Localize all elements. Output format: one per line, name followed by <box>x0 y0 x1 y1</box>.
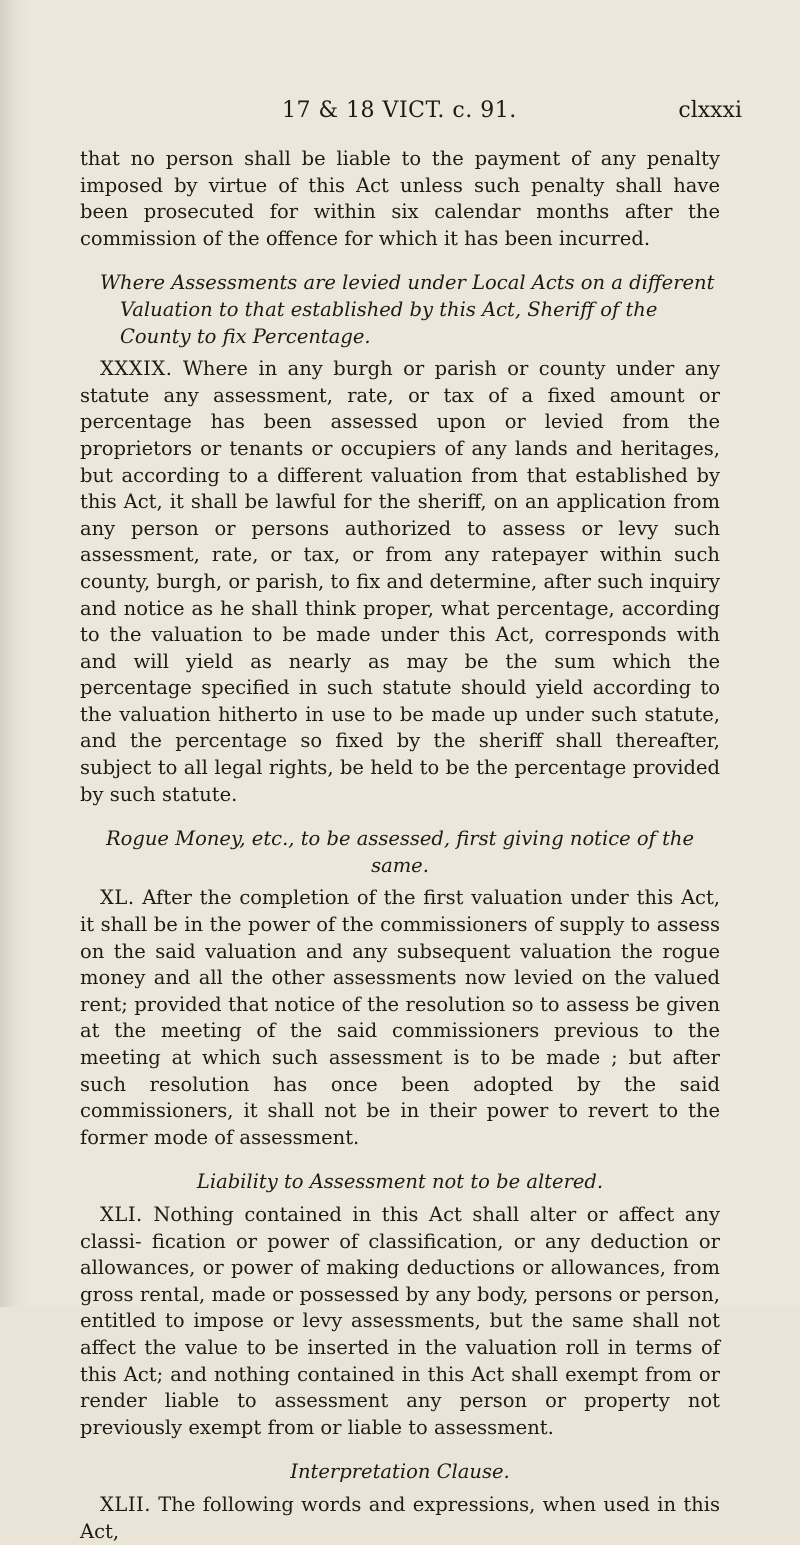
section-heading-40: Rogue Money, etc., to be assessed, first giving notice of the same. <box>105 827 695 877</box>
section-number: XLII. <box>100 1492 151 1516</box>
section-39-paragraph <box>80 356 720 808</box>
section-text: The following words and expressions, when used in this Act, <box>80 1492 720 1543</box>
page-header <box>0 98 800 128</box>
section-heading-41: Liability to Assessment not to be altered. <box>196 1170 604 1194</box>
running-title: 17 & 18 VICT. c. 91. <box>282 98 517 123</box>
section-number: XL. <box>100 886 135 910</box>
section-41-paragraph <box>80 1202 720 1441</box>
paragraph-intro: that no person shall be liable to the payment of any penalty imposed by virtue of this Act unless such penalty shall have been prosecuted for within six calendar months after the commission of the offence for which it has been incurred. <box>80 147 720 250</box>
body-text <box>80 146 720 1545</box>
section-number: XXXIX. <box>100 357 173 381</box>
section-heading-42: Interpretation Clause. <box>290 1460 510 1484</box>
section-text: After the completion of the first valuation under this Act, it shall be in the power of the commissioners of supply to assess on the said valuation and any subsequent valuation the rogue money and all the other assessments now levied on the valued rent; provided that notice of the resolution so to assess be given at the meeting of the said commissioners previous to the meeting at which such assessment is to be made ; but after such resolution has once been adopted by the said commissioners, it shall not be in their power to revert to the former mode of assessment. <box>80 886 720 1149</box>
section-text: Where in any burgh or parish or county under any statute any assessment, rate, or tax of a fixed amount or percentage has been assessed upon or levied from the proprietors or tenants or occupiers of any lands and heritages, but according to a different valuation from that established by this Act, it shall be lawful for the sheriff, on an application from any person or persons authorized to assess or levy such assessment, rate, or tax, or from any ratepayer within such county, burgh, or parish, to fix and determine, after such inquiry and notice as he shall think proper, what percentage, according to the valuation to be made under this Act, corresponds with and will yield as nearly as may be the sum which the percentage specified in such statute should yield according to the valuation hitherto in use to be made up under such statute, and the percentage so fixed by the sheriff shall thereafter, subject to all legal rights, be held to be the percentage provided by such statute. <box>80 357 720 806</box>
section-40-paragraph <box>80 885 720 1151</box>
page-number: clxxxi <box>678 98 742 123</box>
section-text: Nothing contained in this Act shall alter or affect any classi- fication or power of classification, or any deduction or allowances, or power of making deductions or allowances, from gross rental, made or possessed by any body, persons or person, entitled to impose or levy assessments, but the same shall not affect the value to be inserted in the valuation roll in terms of this Act; and nothing contained in this Act shall exempt from or render liable to assessment any person or property not previously exempt from or liable to assessment. <box>80 1202 720 1439</box>
section-42-paragraph <box>80 1492 720 1545</box>
section-number: XLI. <box>100 1202 143 1226</box>
section-heading-39: Where Assessments are levied under Local Acts on a different Valuation to that established by this Act, Sheriff of the County to fix Percentage. <box>100 271 715 348</box>
